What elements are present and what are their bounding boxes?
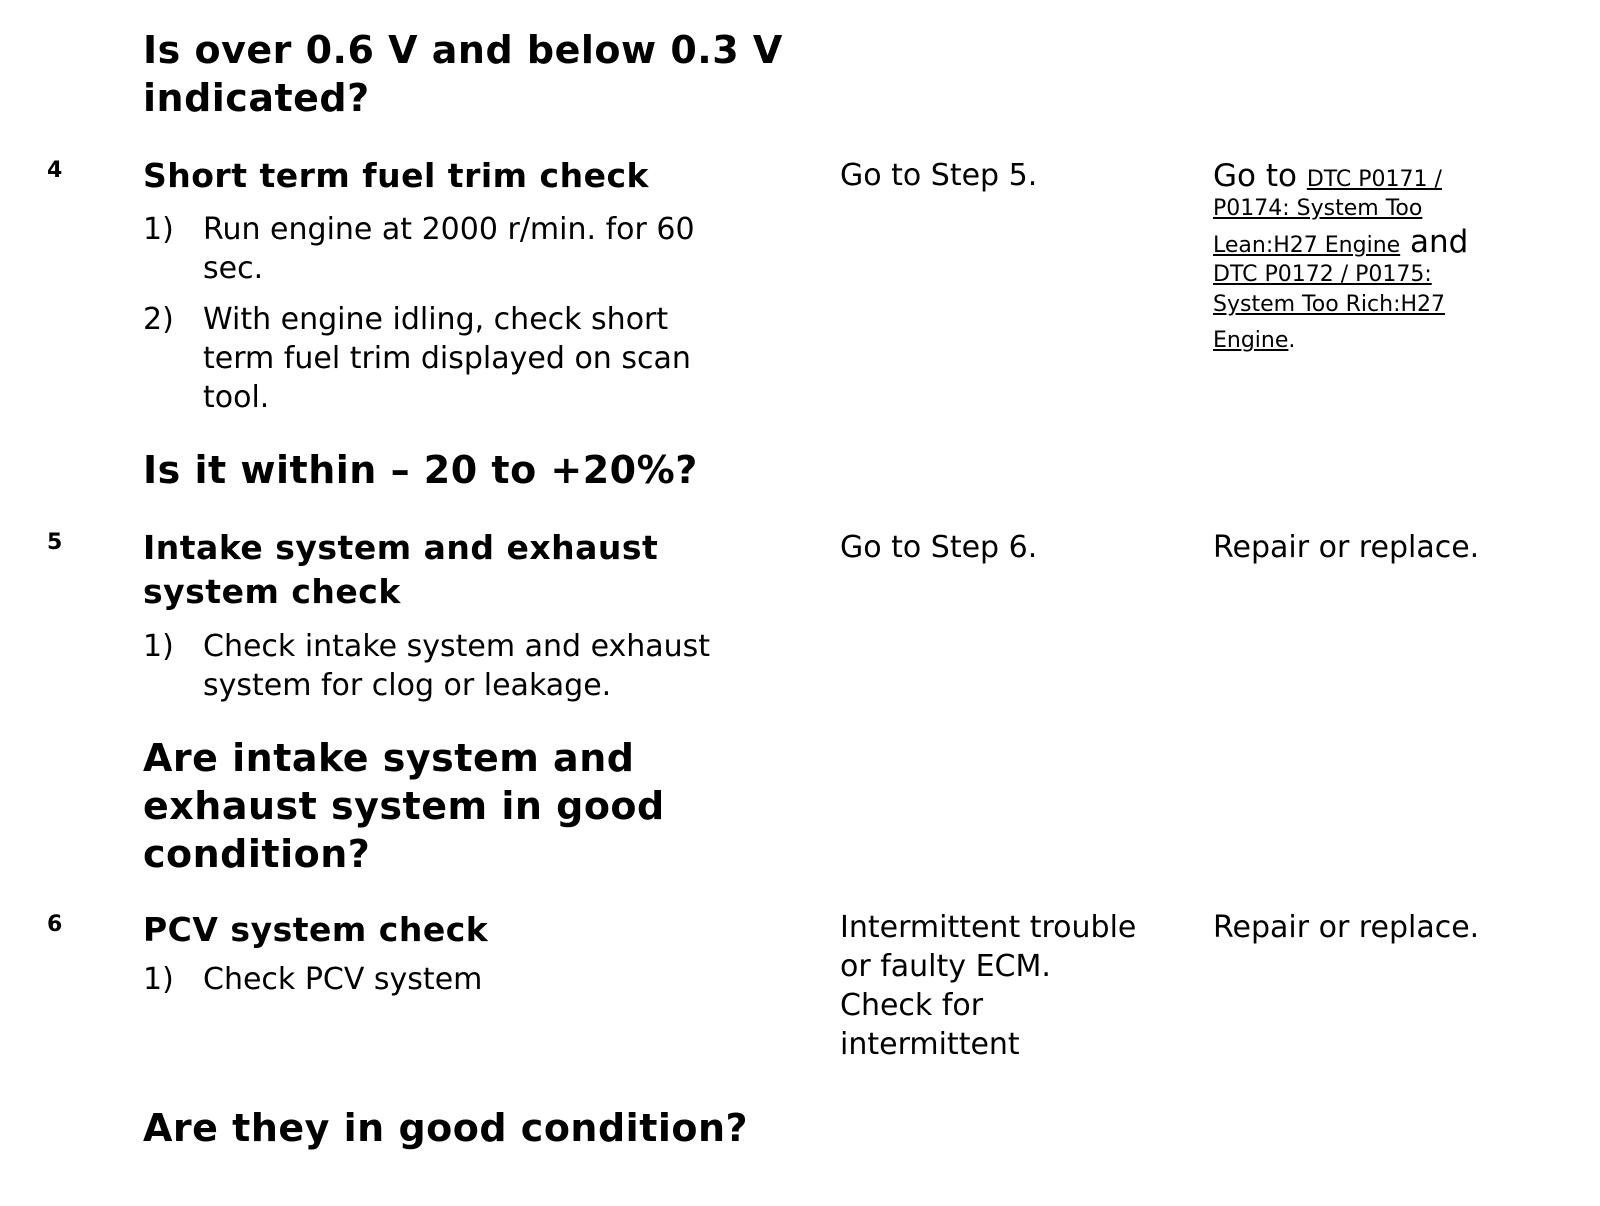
question-line: Is over 0.6 V and below 0.3 V bbox=[143, 28, 783, 72]
question-line: exhaust system in good bbox=[143, 784, 665, 828]
question-line: condition? bbox=[143, 832, 371, 876]
title-line: Intake system and exhaust bbox=[143, 528, 659, 567]
yes-line: Check for bbox=[840, 988, 984, 1023]
title-line: system check bbox=[143, 572, 401, 611]
no-action-suffix: . bbox=[1288, 328, 1296, 353]
item-number: 1) bbox=[143, 629, 174, 664]
yes-action: Go to Step 5. bbox=[840, 158, 1038, 193]
item-number: 1) bbox=[143, 212, 174, 247]
dtc-link-lean[interactable]: Lean:H27 Engine bbox=[1213, 233, 1401, 258]
item-text: Run engine at 2000 r/min. for 60 bbox=[203, 212, 695, 247]
step-question bbox=[143, 734, 665, 878]
no-action-and: and bbox=[1410, 224, 1469, 260]
yes-line: Intermittent trouble bbox=[840, 910, 1137, 945]
step-title: PCV system check bbox=[143, 910, 489, 949]
item-text: sec. bbox=[203, 251, 264, 286]
step-number: 6 bbox=[47, 912, 63, 937]
no-action-prefix: Go to bbox=[1213, 158, 1297, 194]
dtc-link-rich[interactable]: System Too Rich:H27 bbox=[1213, 292, 1446, 317]
yes-action: Go to Step 6. bbox=[840, 530, 1038, 565]
item-text: Check PCV system bbox=[203, 962, 483, 997]
yes-line: intermittent bbox=[840, 1027, 1020, 1062]
step-title: Short term fuel trim check bbox=[143, 156, 649, 195]
dtc-link-lean[interactable]: P0174: System Too bbox=[1213, 196, 1423, 221]
step-title bbox=[143, 526, 658, 614]
question-line: indicated? bbox=[143, 76, 370, 120]
dtc-link-rich[interactable]: Engine bbox=[1213, 328, 1289, 353]
item-text: tool. bbox=[203, 380, 270, 415]
step-question: Is it within – 20 to +20%? bbox=[143, 448, 698, 492]
question-line: Are intake system and bbox=[143, 736, 635, 780]
yes-action bbox=[840, 908, 1200, 1064]
item-text: term fuel trim displayed on scan bbox=[203, 341, 691, 376]
dtc-link-lean[interactable]: DTC P0171 / bbox=[1306, 167, 1442, 192]
item-text: Check intake system and exhaust bbox=[203, 629, 711, 664]
item-number: 1) bbox=[143, 962, 174, 997]
no-action: Repair or replace. bbox=[1213, 910, 1480, 945]
step-number: 5 bbox=[47, 530, 63, 555]
step-number: 4 bbox=[47, 158, 63, 183]
yes-line: or faulty ECM. bbox=[840, 949, 1051, 984]
dtc-link-rich[interactable]: DTC P0172 / P0175: bbox=[1213, 262, 1432, 287]
item-text: With engine idling, check short bbox=[203, 302, 669, 337]
prev-step-question bbox=[143, 26, 783, 122]
item-number: 2) bbox=[143, 302, 174, 337]
step-question: Are they in good condition? bbox=[143, 1106, 749, 1150]
no-action: Repair or replace. bbox=[1213, 530, 1480, 565]
item-text: system for clog or leakage. bbox=[203, 668, 612, 703]
